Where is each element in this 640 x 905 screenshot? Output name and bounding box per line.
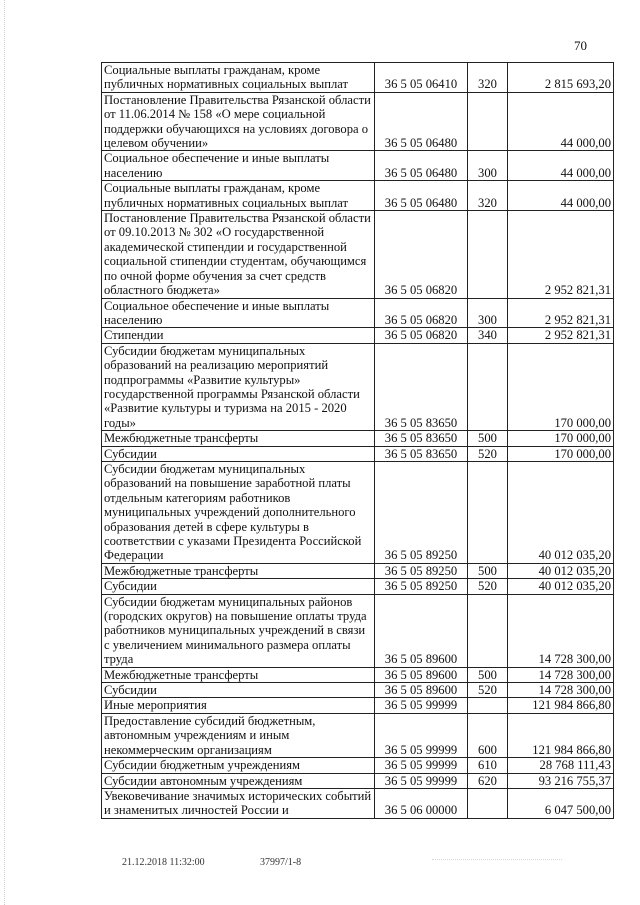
row-sum-cell: 40 012 035,20 [508, 579, 614, 594]
row-sum-cell: 40 012 035,20 [508, 563, 614, 578]
row-sum-cell: 2 952 821,31 [508, 298, 614, 328]
row-code-cell: 36 5 05 06820 [375, 298, 468, 328]
table-row [102, 579, 614, 594]
table-row [102, 461, 614, 563]
table-row [102, 713, 614, 757]
row-type-cell [468, 461, 508, 563]
row-type-cell: 500 [468, 667, 508, 682]
row-code-cell: 36 5 05 83650 [375, 343, 468, 430]
row-type-cell: 620 [468, 773, 508, 788]
footer-document-id: 37997/1-8 [260, 857, 302, 868]
row-type-cell: 300 [468, 298, 508, 328]
row-sum-cell: 44 000,00 [508, 151, 614, 181]
table-row [102, 343, 614, 430]
row-code-cell: 36 5 05 99999 [375, 773, 468, 788]
row-type-cell: 340 [468, 328, 508, 343]
row-code-cell: 36 5 05 06480 [375, 181, 468, 211]
row-sum-cell: 2 952 821,31 [508, 211, 614, 298]
table-row [102, 698, 614, 713]
row-sum-cell: 40 012 035,20 [508, 461, 614, 563]
page-number: 70 [574, 38, 587, 53]
row-sum-cell: 121 984 866,80 [508, 713, 614, 757]
table-row [102, 92, 614, 151]
budget-table-body [102, 63, 614, 819]
row-name-cell: Субсидии бюджетам муниципальных районов (городских округов) на повышение оплаты труда работников муниципальных учреждений в связи с увеличением минимального размера оплаты труда [102, 594, 375, 667]
row-sum-cell: 170 000,00 [508, 446, 614, 461]
row-sum-cell: 14 728 300,00 [508, 594, 614, 667]
row-type-cell: 520 [468, 683, 508, 698]
row-code-cell: 36 5 05 06410 [375, 63, 468, 93]
row-name-cell: Межбюджетные трансферты [102, 667, 375, 682]
row-sum-cell: 93 216 755,37 [508, 773, 614, 788]
row-type-cell: 500 [468, 431, 508, 446]
row-type-cell: 610 [468, 758, 508, 773]
row-code-cell: 36 5 05 83650 [375, 431, 468, 446]
row-code-cell: 36 5 05 99999 [375, 698, 468, 713]
row-code-cell: 36 5 05 89250 [375, 461, 468, 563]
table-row [102, 446, 614, 461]
row-name-cell: Социальные выплаты гражданам, кроме публичных нормативных социальных выплат [102, 63, 375, 93]
row-name-cell: Межбюджетные трансферты [102, 563, 375, 578]
table-row [102, 563, 614, 578]
row-sum-cell: 14 728 300,00 [508, 683, 614, 698]
row-type-cell: 320 [468, 181, 508, 211]
row-sum-cell: 28 768 111,43 [508, 758, 614, 773]
table-row [102, 773, 614, 788]
row-name-cell: Субсидии бюджетным учреждениям [102, 758, 375, 773]
row-sum-cell: 2 952 821,31 [508, 328, 614, 343]
table-row [102, 298, 614, 328]
table-row [102, 181, 614, 211]
row-name-cell: Субсидии автономным учреждениям [102, 773, 375, 788]
table-row [102, 431, 614, 446]
row-name-cell: Социальное обеспечение и иные выплаты населению [102, 298, 375, 328]
row-type-cell: 500 [468, 563, 508, 578]
row-type-cell: 520 [468, 579, 508, 594]
row-code-cell: 36 5 06 00000 [375, 788, 468, 818]
row-type-cell: 300 [468, 151, 508, 181]
table-row [102, 151, 614, 181]
row-code-cell: 36 5 05 89250 [375, 563, 468, 578]
row-sum-cell: 6 047 500,00 [508, 788, 614, 818]
row-sum-cell: 2 815 693,20 [508, 63, 614, 93]
row-name-cell: Субсидии [102, 683, 375, 698]
row-code-cell: 36 5 05 99999 [375, 758, 468, 773]
row-type-cell [468, 594, 508, 667]
table-row [102, 328, 614, 343]
row-name-cell: Межбюджетные трансферты [102, 431, 375, 446]
row-type-cell [468, 343, 508, 430]
row-type-cell [468, 92, 508, 151]
row-name-cell: Стипендии [102, 328, 375, 343]
table-row [102, 683, 614, 698]
row-code-cell: 36 5 05 89250 [375, 579, 468, 594]
row-code-cell: 36 5 05 99999 [375, 713, 468, 757]
budget-table [101, 62, 614, 819]
row-sum-cell: 44 000,00 [508, 92, 614, 151]
table-row [102, 63, 614, 93]
row-type-cell: 520 [468, 446, 508, 461]
table-row [102, 594, 614, 667]
row-type-cell [468, 211, 508, 298]
row-sum-cell: 170 000,00 [508, 343, 614, 430]
row-code-cell: 36 5 05 89600 [375, 594, 468, 667]
row-code-cell: 36 5 05 89600 [375, 683, 468, 698]
row-type-cell: 320 [468, 63, 508, 93]
row-type-cell: 600 [468, 713, 508, 757]
row-name-cell: Постановление Правительства Рязанской области от 11.06.2014 № 158 «О мере социальной поддержки обучающихся на условиях договора о целевом обучении» [102, 92, 375, 151]
faint-scan-mark [432, 859, 562, 861]
row-type-cell [468, 698, 508, 713]
scan-margin-line [4, 0, 6, 905]
row-sum-cell: 170 000,00 [508, 431, 614, 446]
row-sum-cell: 44 000,00 [508, 181, 614, 211]
row-name-cell: Субсидии бюджетам муниципальных образований на реализацию мероприятий подпрограммы «Развитие культуры» государственной программы Рязанской области «Развитие культуры и туризма на 2015 - 2020 годы» [102, 343, 375, 430]
row-type-cell [468, 788, 508, 818]
row-sum-cell: 14 728 300,00 [508, 667, 614, 682]
table-row [102, 788, 614, 818]
row-name-cell: Социальное обеспечение и иные выплаты населению [102, 151, 375, 181]
table-row [102, 211, 614, 298]
row-code-cell: 36 5 05 06480 [375, 151, 468, 181]
row-code-cell: 36 5 05 89600 [375, 667, 468, 682]
row-code-cell: 36 5 05 06820 [375, 328, 468, 343]
row-name-cell: Социальные выплаты гражданам, кроме публичных нормативных социальных выплат [102, 181, 375, 211]
row-name-cell: Увековечивание значимых исторических событий и знаменитых личностей России и [102, 788, 375, 818]
row-name-cell: Постановление Правительства Рязанской области от 09.10.2013 № 302 «О государственной академической стипендии и государственной социальной стипендии студентам, обучающимся по очной форме обучения за счет средств областного бюджета» [102, 211, 375, 298]
table-row [102, 758, 614, 773]
row-code-cell: 36 5 05 06480 [375, 92, 468, 151]
row-name-cell: Предоставление субсидий бюджетным, автономным учреждениям и иным некоммерческим организациям [102, 713, 375, 757]
row-code-cell: 36 5 05 83650 [375, 446, 468, 461]
row-name-cell: Иные мероприятия [102, 698, 375, 713]
row-name-cell: Субсидии [102, 579, 375, 594]
row-sum-cell: 121 984 866,80 [508, 698, 614, 713]
footer-timestamp: 21.12.2018 11:32:00 [122, 857, 205, 868]
table-row [102, 667, 614, 682]
row-code-cell: 36 5 05 06820 [375, 211, 468, 298]
row-name-cell: Субсидии [102, 446, 375, 461]
row-name-cell: Субсидии бюджетам муниципальных образований на повышение заработной платы отдельным категориям работников муниципальных учреждений дополнительного образования детей в сфере культуры в соответствии с указами Президента Российской Федерации [102, 461, 375, 563]
